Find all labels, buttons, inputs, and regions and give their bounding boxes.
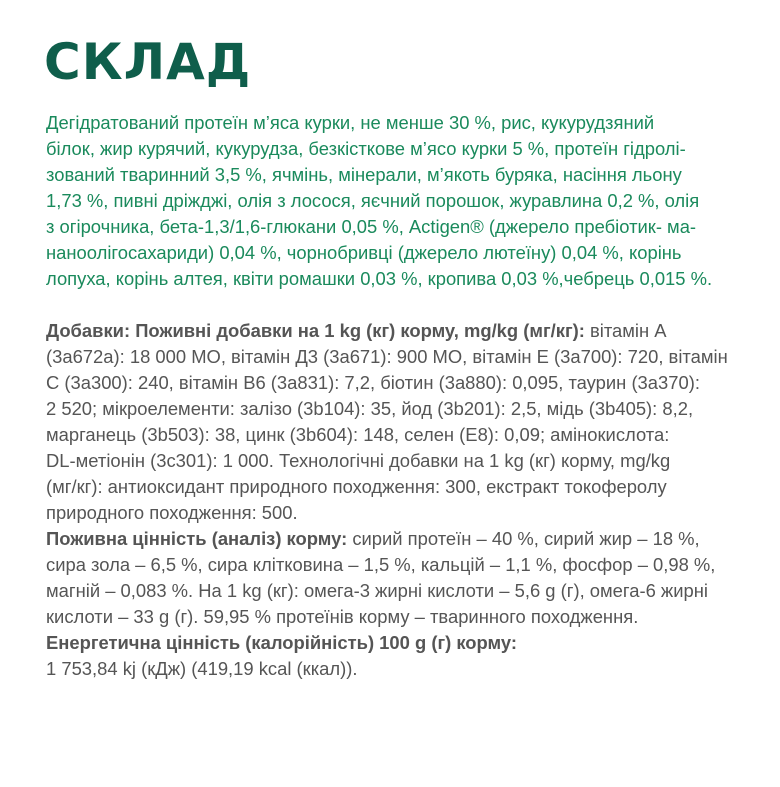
additives-text: вітамін А [584,320,667,341]
additives-line: (мг/кг): антиоксидант природного походження: 300, екстракт токоферолу [46,476,667,497]
energy-heading: Енергетична цінність (калорійність) 100 g (г) корму: [46,632,517,653]
nutrition-line: сира зола – 6,5 %, сира клітковина – 1,5 %, кальцій – 1,1 %, фосфор – 0,98 %, [46,554,716,575]
additives-first-line [46,318,746,344]
nutrition-line: кислоти – 33 g (г). 59,95 % протеїнів корму – тваринного походження. [46,606,639,627]
additives-line: DL-метіонін (3c301): 1 000. Технологічні добавки на 1 kg (кг) корму, mg/kg [46,450,671,471]
page-title: СКЛАД [44,33,252,91]
energy-heading-line [46,630,746,656]
additives-line: 2 520; мікроелементи: залізо (3b104): 35, йод (3b201): 2,5, мідь (3b405): 8,2, [46,398,694,419]
composition-line: 1,73 %, пивні дріжджі, олія з лосося, яєчний порошок, журавлина 0,2 %, олія [46,190,700,211]
additives-line: природного походження: 500. [46,502,298,523]
additives-line: марганець (3b503): 38, цинк (3b604): 148, селен (E8): 0,09; амінокислота: [46,424,670,445]
composition-text [46,110,746,292]
nutrition-line: магній – 0,083 %. На 1 kg (кг): омега-3 жирні кислоти – 5,6 g (г), омега-6 жирні [46,580,708,601]
nutrition-heading: Поживна цінність (аналіз) корму: [46,528,348,549]
composition-line: Дегідратований протеїн м’яса курки, не менше 30 %, рис, кукурудзяний [46,112,655,133]
nutrition-text: сирий протеїн – 40 %, сирий жир – 18 %, [347,528,700,549]
energy-value: 1 753,84 kj (кДж) (419,19 kcal (ккал)). [46,658,358,679]
composition-line: лопуха, корінь алтея, квіти ромашки 0,03 %, кропива 0,03 %,чебрець 0,015 %. [46,268,713,289]
composition-line: білок, жир курячий, кукурудза, безкісткове м’ясо курки 5 %, протеїн гідролі- [46,138,686,159]
additives-line: (3а672а): 18 000 МО, вітамін Д3 (3а671): 900 МО, вітамін Е (3а700): 720, вітамін [46,346,728,367]
composition-line: з огірочника, бета-1,3/1,6-глюкани 0,05 %, Actigen® (джерело пребіотик- ма- [46,216,697,237]
composition-line: наноолігосахариди) 0,04 %, чорнобривці (джерело лютеїну) 0,04 %, корінь [46,242,682,263]
additives-heading: Добавки: Поживні добавки на 1 kg (кг) корму, mg/kg (мг/кг): [46,320,585,341]
additives-nutrition-section [46,318,746,682]
composition-line: зований тваринний 3,5 %, ячмінь, мінерали, м’якоть буряка, насіння льону [46,164,682,185]
additives-line: С (3а300): 240, вітамін В6 (3а831): 7,2, біотин (3а880): 0,095, таурин (3а370): [46,372,700,393]
nutrition-first-line [46,526,746,552]
